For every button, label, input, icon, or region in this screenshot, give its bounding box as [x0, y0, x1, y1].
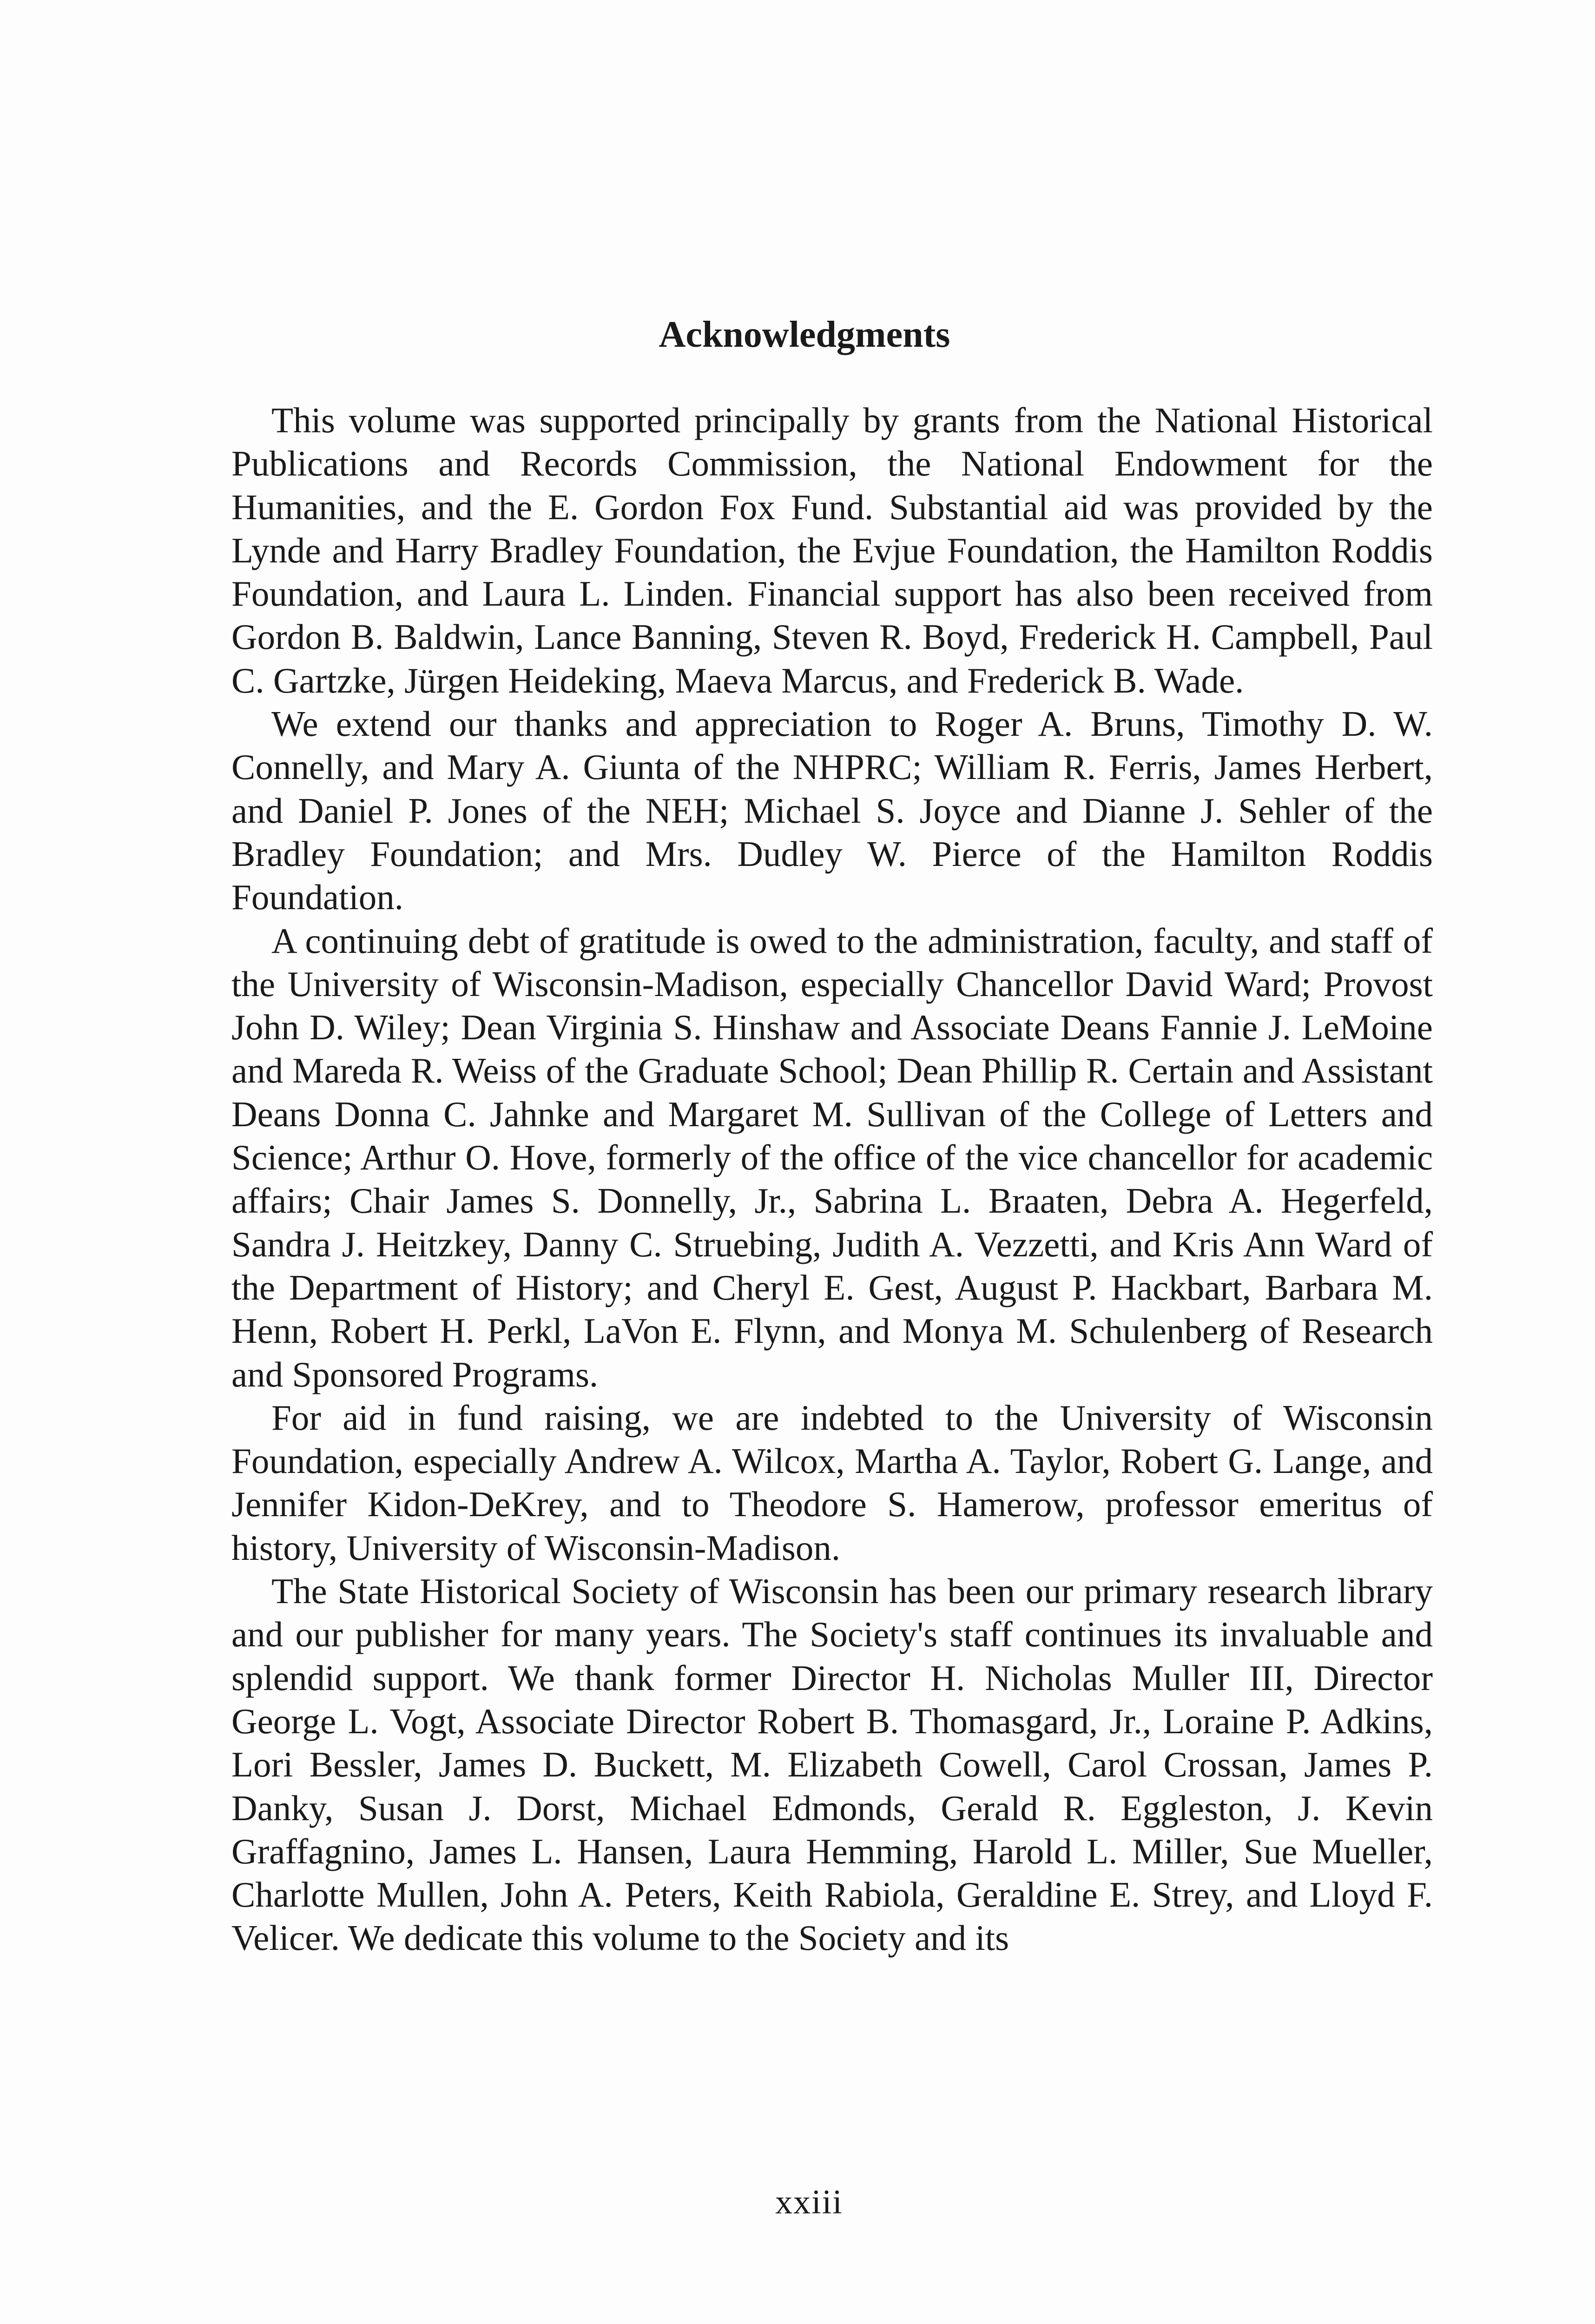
- paragraph-historical-society: The State Historical Society of Wisconsin has been our primary research library and our publisher for many years. The Society's staff continues its invaluable and splendid support. We thank former Director H. Nicholas Muller III, Director George L. Vogt, Associate Director Robert B. Thomasgard, Jr., Loraine P. Adkins, Lori Bessler, James D. Buckett, M. Elizabeth Cowell, Carol Crossan, James P. Danky, Susan J. Dorst, Michael Edmonds, Gerald R. Eggleston, J. Kevin Graffagnino, James L. Hansen, Laura Hemming, Harold L. Miller, Sue Mueller, Charlotte Mullen, John A. Peters, Keith Rabiola, Geraldine E. Strey, and Lloyd F. Velicer. We dedicate this volume to the Society and its: [231, 1571, 1433, 1958]
- page-title: Acknowledgments: [659, 314, 950, 355]
- paragraph-fund-raising: For aid in fund raising, we are indebted to the University of Wisconsin Foundation, especially Andrew A. Wilcox, Martha A. Taylor, Robert G. Lange, and Jennifer Kidon-DeKrey, and to Theodore S. Hamerow, professor emeritus of history, University of Wisconsin-Madison.: [231, 1397, 1433, 1568]
- paragraph-funding: This volume was supported principally by grants from the National Historical Publications and Records Commission, the National Endowment for the Humanities, and the E. Gordon Fox Fund. Substantial aid was provided by the Lynde and Harry Bradley Foundation, the Evjue Foundation, the Hamilton Roddis Foundation, and Laura L. Linden. Financial support has also been received from Gordon B. Baldwin, Lance Banning, Steven R. Boyd, Frederick H. Campbell, Paul C. Gartzke, Jürgen Heideking, Maeva Marcus, and Frederick B. Wade.: [231, 400, 1433, 700]
- page-number: xxiii: [775, 2183, 843, 2221]
- paragraph-university: A continuing debt of gratitude is owed to the administration, faculty, and staff of the University of Wisconsin-Madison, especially Chancellor David Ward; Provost John D. Wiley; Dean Virginia S. Hinshaw and Associate Deans Fannie J. LeMoine and Mareda R. Weiss of the Graduate School; Dean Phillip R. Certain and Assistant Deans Donna C. Jahnke and Margaret M. Sullivan of the College of Letters and Science; Arthur O. Hove, formerly of the office of the vice chancellor for academic affairs; Chair James S. Donnelly, Jr., Sabrina L. Braaten, Debra A. Hegerfeld, Sandra J. Heitzkey, Danny C. Struebing, Judith A. Vezzetti, and Kris Ann Ward of the Department of History; and Cheryl E. Gest, August P. Hackbart, Barbara M. Henn, Robert H. Perkl, LaVon E. Flynn, and Monya M. Schulenberg of Research and Sponsored Programs.: [231, 920, 1433, 1394]
- paragraph-agency-thanks: We extend our thanks and appreciation to Roger A. Bruns, Timothy D. W. Connelly, and Mary A. Giunta of the NHPRC; William R. Ferris, James Herbert, and Daniel P. Jones of the NEH; Michael S. Joyce and Dianne J. Sehler of the Bradley Foundation; and Mrs. Dudley W. Pierce of the Hamilton Roddis Foundation.: [231, 704, 1433, 918]
- acknowledgments-body: [231, 399, 1433, 1960]
